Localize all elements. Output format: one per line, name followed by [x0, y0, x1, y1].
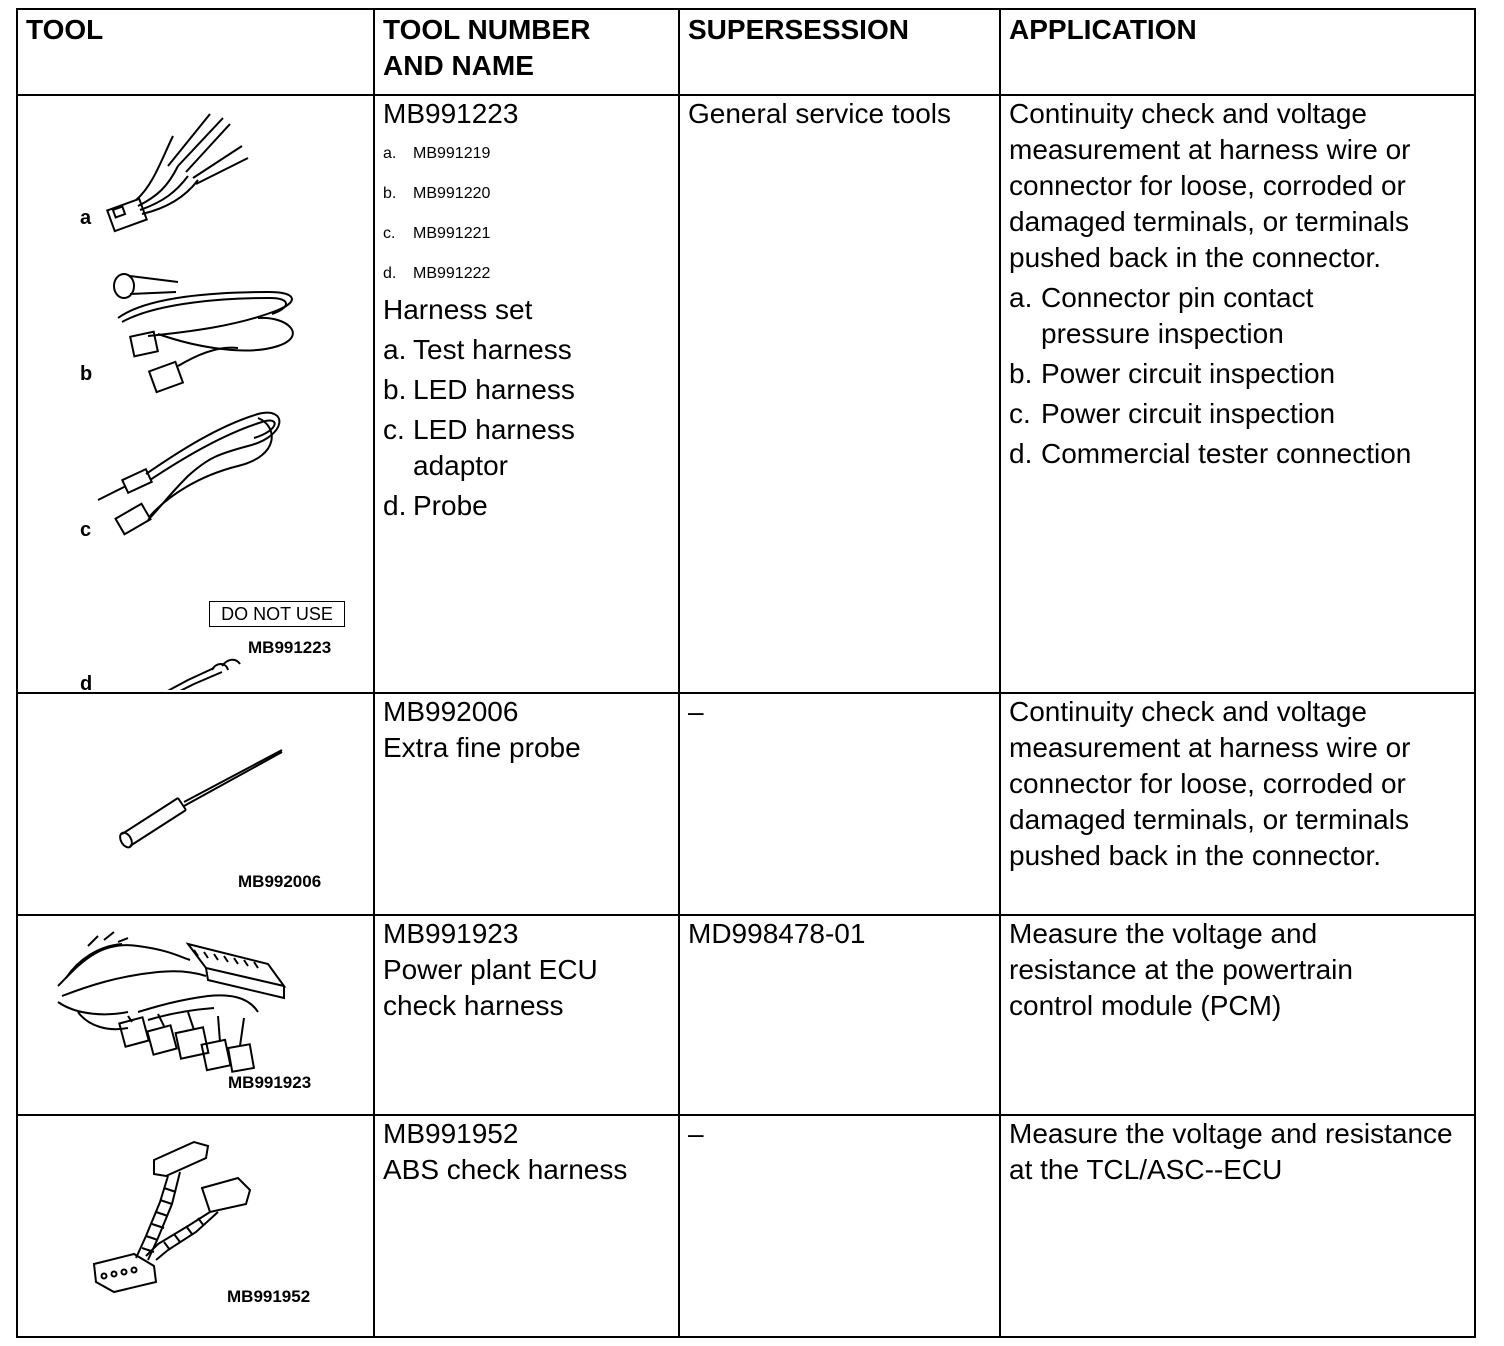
- application-cell: [1000, 1115, 1475, 1337]
- header-row: [17, 9, 1475, 95]
- list-text: MB991219: [413, 145, 491, 162]
- list-item: [375, 372, 678, 408]
- list-letter: d.: [383, 490, 407, 521]
- application-list: [1001, 280, 1474, 472]
- list-letter: a.: [383, 145, 397, 162]
- tool-image-cell: [17, 693, 374, 915]
- list-item: [375, 176, 678, 212]
- tool-number-cell: [374, 95, 679, 693]
- extra-fine-probe-icon: [118, 750, 282, 849]
- application-text: Measure the voltage and resistance at the TCL/ASC--ECU: [1009, 1118, 1453, 1185]
- list-text: Connector pin contact pressure inspection: [1041, 282, 1314, 349]
- list-item: [375, 136, 678, 172]
- image-label-c: c: [80, 519, 92, 541]
- list-text: MB991222: [413, 265, 491, 282]
- supersession: –: [688, 1118, 704, 1149]
- table-row-mb992006: [17, 693, 1475, 915]
- tool-image-cell: [17, 95, 374, 693]
- supersession-cell: [679, 693, 1000, 915]
- tool-image-cell: [17, 1115, 374, 1337]
- list-item: [375, 216, 678, 252]
- abs-check-harness-illustration: [18, 1116, 373, 1334]
- list-letter: c.: [1009, 398, 1031, 429]
- application-cell: [1000, 915, 1475, 1115]
- image-code-mb991923: MB991923: [228, 1073, 312, 1092]
- list-letter: d.: [1009, 438, 1033, 469]
- list-letter: b.: [383, 185, 397, 202]
- table-row-mb991923: [17, 915, 1475, 1115]
- tool-name: Harness set: [383, 294, 533, 325]
- led-harness-adaptor-icon: [98, 413, 279, 535]
- supersession: General service tools: [688, 98, 952, 129]
- tool-name: Extra fine probe: [383, 732, 581, 763]
- image-label-a: a: [80, 207, 92, 229]
- tool-number: MB992006: [383, 696, 519, 727]
- probe-icon: [136, 660, 240, 690]
- do-not-use-box: [209, 601, 345, 627]
- header-tool-number-line1: TOOL NUMBER: [383, 14, 591, 45]
- list-text: LED harness: [413, 374, 575, 405]
- image-label-b: b: [80, 363, 93, 385]
- power-plant-ecu-check-harness-illustration: [18, 916, 373, 1112]
- application-text: Measure the voltage and resistance at the powertrain control module (PCM): [1009, 918, 1353, 1021]
- supersession-cell: [679, 95, 1000, 693]
- list-item: [375, 412, 678, 484]
- part-number-list: [375, 136, 678, 292]
- list-text: Power circuit inspection: [1041, 398, 1336, 429]
- header-application: APPLICATION: [1000, 9, 1475, 95]
- table-row-mb991952: [17, 1115, 1475, 1337]
- list-letter: a.: [1009, 282, 1033, 313]
- tool-name: Power plant ECU check harness: [383, 954, 598, 1021]
- list-item: [1001, 356, 1474, 392]
- image-code-mb991952: MB991952: [227, 1287, 311, 1306]
- list-text: MB991221: [413, 225, 491, 242]
- application-text: Continuity check and voltage measurement at harness wire or connector for loose, corroded or damaged terminals, or terminals pushed back in the connector.: [1009, 98, 1411, 273]
- list-letter: d.: [383, 265, 397, 282]
- list-text: Test harness: [413, 334, 572, 365]
- header-tool-number-line2: AND NAME: [383, 50, 534, 81]
- list-item: [1001, 396, 1474, 432]
- list-text: LED harness adaptor: [413, 414, 575, 481]
- tool-number: MB991923: [383, 918, 519, 949]
- application-cell: [1000, 95, 1475, 693]
- header-supersession: SUPERSESSION: [679, 9, 1000, 95]
- led-harness-icon: [114, 274, 293, 392]
- list-text: MB991220: [413, 185, 491, 202]
- application-text: Continuity check and voltage measurement at harness wire or connector for loose, corroded or damaged terminals, or terminals pushed back in the connector.: [1009, 696, 1411, 871]
- header-tool: TOOL: [17, 9, 374, 95]
- supersession-cell: [679, 1115, 1000, 1337]
- application-cell: [1000, 693, 1475, 915]
- test-harness-icon: [107, 114, 248, 231]
- list-letter: b.: [1009, 358, 1033, 389]
- do-not-use-label: DO NOT USE: [221, 604, 333, 624]
- tool-image-cell: [17, 915, 374, 1115]
- list-text: Probe: [413, 490, 488, 521]
- special-tools-table: [16, 8, 1476, 1338]
- list-item: [375, 332, 678, 368]
- list-item: [1001, 436, 1474, 472]
- list-text: Commercial tester connection: [1041, 438, 1412, 469]
- list-item: [1001, 280, 1474, 352]
- list-item: [375, 488, 678, 524]
- list-letter: a.: [383, 334, 407, 365]
- abs-check-harness-icon: [94, 1142, 250, 1292]
- tool-number: MB991952: [383, 1118, 519, 1149]
- list-letter: c.: [383, 414, 405, 445]
- image-code-mb991223: MB991223: [248, 638, 332, 657]
- tool-name: ABS check harness: [383, 1154, 628, 1185]
- list-letter: c.: [383, 225, 396, 242]
- tool-number-cell: [374, 915, 679, 1115]
- list-item: [375, 256, 678, 292]
- table-row-mb991223: [17, 95, 1475, 693]
- image-code-mb992006: MB992006: [238, 872, 322, 891]
- supersession: MD998478-01: [688, 918, 866, 949]
- supersession-cell: [679, 915, 1000, 1115]
- list-letter: b.: [383, 374, 407, 405]
- tool-number-cell: [374, 1115, 679, 1337]
- header-tool-number: [374, 9, 679, 95]
- tool-name-list: [375, 332, 678, 524]
- supersession: –: [688, 696, 704, 727]
- image-label-d: d: [80, 673, 93, 690]
- ecu-check-harness-icon: [58, 932, 284, 1072]
- tool-number-cell: [374, 693, 679, 915]
- tool-number: MB991223: [383, 98, 519, 129]
- list-text: Power circuit inspection: [1041, 358, 1336, 389]
